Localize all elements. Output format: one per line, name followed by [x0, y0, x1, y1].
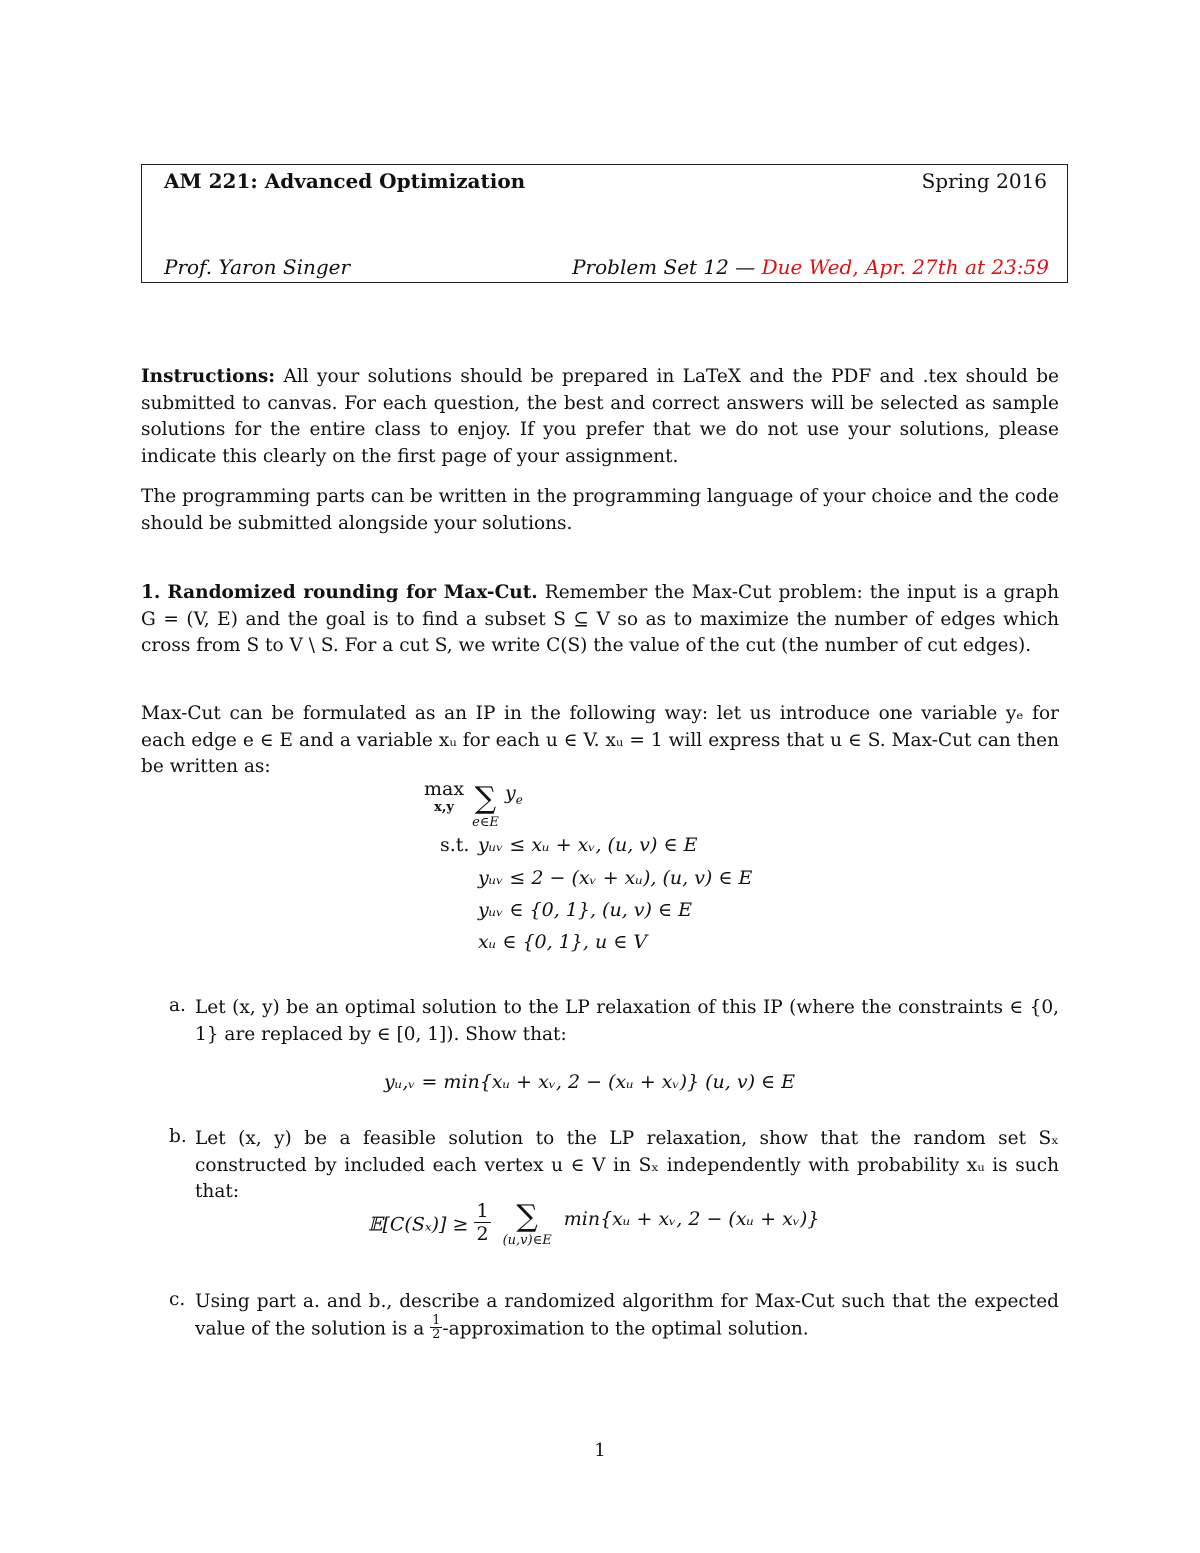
part-b-frac-num: 1: [476, 1200, 489, 1222]
part-b-equation: [368, 1196, 819, 1253]
max-subscript: x,y: [434, 800, 454, 815]
ip-constraint-3: yᵤᵥ ∈ {0, 1}, (u, v) ∈ E: [478, 899, 692, 921]
sum-symbol: ∑: [474, 781, 497, 816]
problem-set-label: [572, 255, 1049, 279]
part-c-half-fraction: [430, 1314, 442, 1341]
ip-constraint-2: yᵤᵥ ≤ 2 − (xᵥ + xᵤ), (u, v) ∈ E: [478, 867, 753, 889]
objective-var: [504, 782, 523, 807]
term-label: Spring 2016: [921, 169, 1047, 193]
part-c-frac-num: 1: [432, 1312, 441, 1328]
part-b-half-fraction: [474, 1200, 490, 1245]
part-b-sum-symbol: ∑: [516, 1199, 538, 1234]
max-operator: max: [424, 778, 465, 800]
part-c-text: [195, 1289, 1059, 1343]
problem-set-number: Problem Set 12 —: [572, 255, 762, 279]
problem-1-number: 1.: [141, 582, 161, 603]
due-date: Due Wed, Apr. 27th at 23:59: [761, 255, 1049, 279]
part-c-text-before: Using part a. and b., describe a randomized algorithm for Max-Cut such that the expected value of the solution is a: [195, 1291, 1059, 1339]
ip-constraint-1: yᵤᵥ ≤ xᵤ + xᵥ, (u, v) ∈ E: [478, 834, 698, 856]
part-b-text: Let (x, y) be a feasible solution to the LP relaxation, show that the random set Sₓ constructed by included each vertex u ∈ V in Sₓ independently with probability xᵤ is such that:: [195, 1128, 1059, 1202]
course-title: AM 221: Advanced Optimization: [164, 169, 526, 193]
page-number: 1: [594, 1440, 606, 1461]
part-b-frac-den: 2: [476, 1223, 489, 1245]
professor-name: Prof. Yaron Singer: [164, 255, 351, 279]
instructions-paragraph: [141, 364, 1059, 470]
part-a-equation: yᵤ,ᵥ = min{xᵤ + xᵥ, 2 − (xᵤ + xᵥ)} (u, v) ∈ E: [384, 1071, 796, 1093]
problem-1-formulation: Max-Cut can be formulated as an IP in the following way: let us introduce one variable yₑ for each edge e ∈ E and a variable xᵤ for each u ∈ V. xᵤ = 1 will express that u ∈ S. Max-Cut can then be written as:: [141, 703, 1059, 777]
ip-constraint-4: xᵤ ∈ {0, 1}, u ∈ V: [478, 931, 648, 953]
problem-1-intro-text: Remember the Max-Cut problem: the input is a graph G = (V, E) and the goal is to find a subset S ⊆ V so as to maximize the number of edges which cross from S to V \ S. For a cut S, we write C(S) the value of the cut (the number of cut edges).: [141, 582, 1059, 656]
problem-1-title: Randomized rounding for Max-Cut.: [167, 582, 538, 603]
programming-note: The programming parts can be written in the programming language of your choice and the code should be submitted alongside your solutions.: [141, 486, 1059, 534]
ip-st-label: s.t.: [440, 834, 470, 856]
objective-var-sub: e: [515, 793, 523, 807]
part-c-frac-den: 2: [432, 1326, 441, 1342]
part-c-text-after: -approximation to the optimal solution.: [442, 1318, 809, 1339]
part-b-letter: b.: [169, 1126, 187, 1147]
part-c-letter: c.: [169, 1289, 186, 1310]
part-b-lhs: 𝔼[C(Sₓ)] ≥: [368, 1213, 469, 1236]
part-b-sum-subscript: (u,v)∈E: [502, 1233, 552, 1248]
header-box: [141, 164, 1068, 283]
part-a-text: Let (x, y) be an optimal solution to the LP relaxation of this IP (where the constraints ∈ {0, 1} are replaced by ∈ [0, 1]). Show that:: [195, 997, 1059, 1045]
part-a-letter: a.: [169, 995, 186, 1016]
sum-subscript: e∈E: [472, 815, 499, 830]
instructions-text: All your solutions should be prepared in LaTeX and the PDF and .tex should be submitted to canvas. For each question, the best and correct answers will be selected as sample solutions for the entire class to enjoy. If you prefer that we do not use your solutions, please indicate this clearly on the first page of your assignment.: [141, 366, 1060, 467]
problem-1-intro: [141, 580, 1059, 660]
part-b-rhs: min{xᵤ + xᵥ, 2 − (xᵤ + xᵥ)}: [563, 1207, 820, 1230]
ip-objective: [424, 778, 523, 835]
instructions-label: Instructions:: [141, 366, 276, 387]
objective-var-name: y: [504, 782, 516, 804]
